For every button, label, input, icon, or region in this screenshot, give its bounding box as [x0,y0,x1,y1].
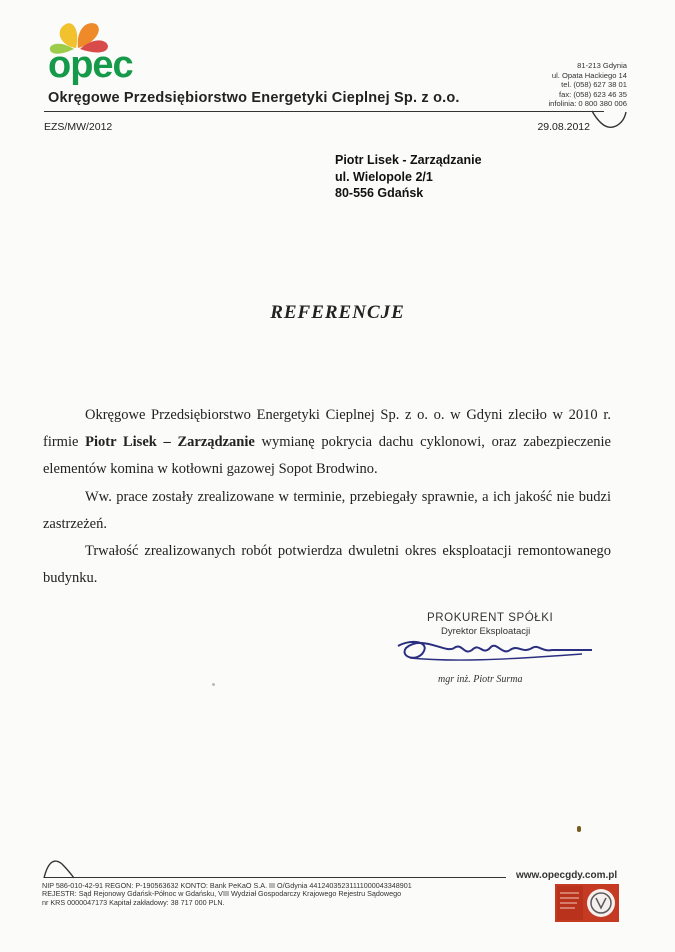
header-divider [44,111,604,112]
paragraph-1-text-b: wymianę pokrycia dachu cyklonowi, oraz zabezpieczenie elementów komina w kotłowni gazowej Sopot Brodwino. [43,434,611,478]
addressee-name: Piotr Lisek - Zarządzanie [335,153,482,167]
header-swoop-icon [590,108,630,134]
contact-block [548,61,627,109]
logo-wordmark: opec [48,44,133,86]
paragraph-2: Ww. prace zostały zrealizowane w terminie, przebiegały sprawnie, a ich jakość nie budzi zastrzeżeń. [43,488,611,532]
ink-mark [577,826,581,832]
reference-number: EZS/MW/2012 [44,121,113,133]
letter-body [43,402,611,592]
document-title: REFERENCJE [270,302,405,323]
contact-line: fax: (058) 623 46 35 [559,89,627,99]
contact-line: ul. Opata Hackiego 14 [551,70,627,80]
addressee-city: 80-556 Gdańsk [335,186,424,200]
addressee-block [335,152,482,202]
website-link[interactable]: www.opecgdy.com.pl [516,870,618,881]
letter-date: 29.08.2012 [537,121,590,133]
contact-line: tel. (058) 627 38 01 [561,80,627,90]
speck [212,683,215,686]
company-name: Okręgowe Przedsiębiorstwo Energetyki Cieplnej Sp. z o.o. [48,90,460,106]
certification-badge-icon [555,884,619,922]
signatory-name: mgr inż. Piotr Surma [438,674,523,685]
paragraph-3: Trwałość zrealizowanych robót potwierdza dwuletni okres eksploatacji remontowanego budynku. [43,543,611,587]
footer-line: nr KRS 0000047173 Kapitał zakładowy: 38 717 000 PLN. [42,897,225,907]
contact-line: 81-213 Gdynia [577,61,627,70]
contact-line: infolinia: 0 800 380 006 [548,99,627,109]
handwritten-signature [392,632,602,672]
paragraph-1 [43,402,611,484]
signature-title: PROKURENT SPÓŁKI [427,612,554,624]
footer-company-info [42,882,412,907]
signature-position: Dyrektor Eksploatacji [441,626,531,637]
footer-divider [44,877,506,878]
footer-line: REJESTR: Sąd Rejonowy Gdańsk-Północ w Gdańsku, VIII Wydział Gospodarczy Krajowego Rejestru Sądowego [42,889,402,899]
paragraph-1-text-a: Okręgowe Przedsiębiorstwo Energetyki Cieplnej Sp. z o. o. w Gdyni zleciło w 2010 r. firmie [43,407,611,451]
footer-line: NIP 586-010-42-91 REGON: P-190563632 KONTO: Bank PeKaO S.A. III O/Gdynia 44124035231111000043348901 [42,881,412,890]
paragraph-1-bold: Piotr Lisek – Zarządzanie [85,434,255,451]
addressee-street: ul. Wielopole 2/1 [335,169,433,184]
